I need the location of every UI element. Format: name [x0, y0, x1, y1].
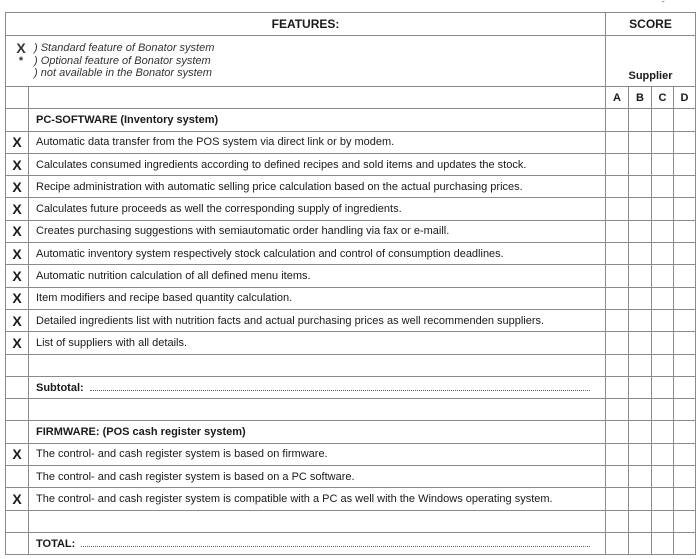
score-cell-c[interactable] — [652, 510, 674, 532]
score-cell-c[interactable] — [652, 198, 674, 220]
standard-mark — [6, 376, 29, 398]
score-cell-b[interactable] — [629, 421, 652, 443]
score-cell-d[interactable] — [674, 510, 696, 532]
standard-mark — [6, 354, 29, 376]
standard-mark — [6, 109, 29, 131]
standard-mark: X — [6, 153, 29, 175]
score-cell-d[interactable] — [674, 376, 696, 398]
standard-mark: X — [6, 488, 29, 510]
feature-text: TOTAL: — [29, 532, 606, 554]
standard-mark — [6, 510, 29, 532]
score-cell-c[interactable] — [652, 466, 674, 488]
score-cell-a[interactable] — [606, 243, 629, 265]
score-cell-b[interactable] — [629, 332, 652, 354]
score-cell-a[interactable] — [606, 309, 629, 331]
score-cell-a[interactable] — [606, 510, 629, 532]
feature-row — [6, 220, 696, 242]
supplier-b: B — [629, 87, 652, 109]
score-cell-b[interactable] — [629, 532, 652, 554]
section-row — [6, 109, 696, 131]
score-cell-b[interactable] — [629, 399, 652, 421]
score-cell-c[interactable] — [652, 532, 674, 554]
score-cell-b[interactable] — [629, 131, 652, 153]
score-cell-d[interactable] — [674, 131, 696, 153]
score-cell-a[interactable] — [606, 198, 629, 220]
score-cell-c[interactable] — [652, 153, 674, 175]
score-cell-d[interactable] — [674, 265, 696, 287]
feature-row — [6, 287, 696, 309]
features-heading: FEATURES: — [6, 13, 606, 36]
feature-row — [6, 153, 696, 175]
standard-mark: X — [6, 176, 29, 198]
score-cell-d[interactable] — [674, 399, 696, 421]
supplier-heading: Supplier — [606, 36, 696, 87]
score-cell-c[interactable] — [652, 287, 674, 309]
feature-text: List of suppliers with all details. — [29, 332, 606, 354]
feature-row — [6, 243, 696, 265]
standard-mark: X — [6, 198, 29, 220]
x-mark-icon: X — [16, 40, 26, 57]
score-cell-c[interactable] — [652, 265, 674, 287]
score-cell-d[interactable] — [674, 488, 696, 510]
feature-row — [6, 131, 696, 153]
score-cell-c[interactable] — [652, 376, 674, 398]
score-cell-a[interactable] — [606, 532, 629, 554]
asterisk-icon: * — [18, 54, 24, 67]
feature-text: Calculates future proceeds as well the corresponding supply of ingredients. — [29, 198, 606, 220]
supplier-a: A — [606, 87, 629, 109]
feature-row — [6, 198, 696, 220]
empty-row — [6, 399, 696, 421]
score-cell-b[interactable] — [629, 287, 652, 309]
score-cell-b[interactable] — [629, 176, 652, 198]
feature-text: Recipe administration with automatic selling price calculation based on the actual purchasing prices. — [29, 176, 606, 198]
score-cell-d[interactable] — [674, 198, 696, 220]
score-cell-b[interactable] — [629, 443, 652, 465]
score-cell-b[interactable] — [629, 153, 652, 175]
score-cell-a[interactable] — [606, 488, 629, 510]
standard-mark: X — [6, 243, 29, 265]
score-cell-d[interactable] — [674, 287, 696, 309]
score-cell-b[interactable] — [629, 488, 652, 510]
feature-row — [6, 466, 696, 488]
score-cell-b[interactable] — [629, 265, 652, 287]
standard-mark: X — [6, 287, 29, 309]
score-cell-d[interactable] — [674, 443, 696, 465]
standard-mark: X — [6, 332, 29, 354]
score-cell-d[interactable] — [674, 220, 696, 242]
feature-row — [6, 265, 696, 287]
feature-row — [6, 176, 696, 198]
score-cell-b[interactable] — [629, 309, 652, 331]
score-cell-a[interactable] — [606, 131, 629, 153]
score-cell-b[interactable] — [629, 510, 652, 532]
score-cell-c[interactable] — [652, 332, 674, 354]
score-cell-b[interactable] — [629, 220, 652, 242]
score-cell-d[interactable] — [674, 176, 696, 198]
legend-row — [6, 36, 696, 87]
score-cell-d[interactable] — [674, 153, 696, 175]
score-cell-a[interactable] — [606, 287, 629, 309]
score-heading: SCORE — [606, 13, 696, 36]
feature-text — [29, 510, 606, 532]
score-cell-d[interactable] — [674, 532, 696, 554]
feature-text: PC-SOFTWARE (Inventory system) — [29, 109, 606, 131]
score-cell-b[interactable] — [629, 354, 652, 376]
feature-text: Creates purchasing suggestions with semiautomatic order handling via fax or e-maill. — [29, 220, 606, 242]
empty-row — [6, 510, 696, 532]
feature-text: Automatic nutrition calculation of all defined menu items. — [29, 265, 606, 287]
features-score-table — [5, 12, 696, 555]
score-cell-d[interactable] — [674, 243, 696, 265]
total-row — [6, 376, 696, 398]
score-cell-a[interactable] — [606, 109, 629, 131]
feature-text: Calculates consumed ingredients according to defined recipes and sold items and updates the stock. — [29, 153, 606, 175]
score-cell-b[interactable] — [629, 109, 652, 131]
score-cell-a[interactable] — [606, 443, 629, 465]
score-cell-a[interactable] — [606, 466, 629, 488]
feature-text — [29, 399, 606, 421]
score-cell-b[interactable] — [629, 243, 652, 265]
header-row — [6, 13, 696, 36]
score-cell-d[interactable] — [674, 109, 696, 131]
score-cell-a[interactable] — [606, 376, 629, 398]
score-cell-d[interactable] — [674, 421, 696, 443]
standard-mark — [6, 466, 29, 488]
score-cell-b[interactable] — [629, 198, 652, 220]
legend-standard: X ) Standard feature of Bonator system — [14, 42, 605, 55]
supplier-c: C — [652, 87, 674, 109]
feature-text: Detailed ingredients list with nutrition facts and actual purchasing prices as well recommenden suppliers. — [29, 309, 606, 331]
score-cell-c[interactable] — [652, 443, 674, 465]
feature-text: The control- and cash register system is based on a PC software. — [29, 466, 606, 488]
standard-mark: X — [6, 220, 29, 242]
standard-mark: X — [6, 309, 29, 331]
feature-text — [29, 354, 606, 376]
score-cell-a[interactable] — [606, 220, 629, 242]
score-cell-a[interactable] — [606, 354, 629, 376]
standard-mark — [6, 421, 29, 443]
score-cell-c[interactable] — [652, 243, 674, 265]
score-cell-a[interactable] — [606, 399, 629, 421]
section-row — [6, 421, 696, 443]
feature-text: The control- and cash register system is based on firmware. — [29, 443, 606, 465]
legend-optional: * ) Optional feature of Bonator system — [14, 55, 605, 68]
feature-text: The control- and cash register system is compatible with a PC as well with the Windows operating system. — [29, 488, 606, 510]
feature-row — [6, 309, 696, 331]
standard-mark: X — [6, 131, 29, 153]
supplier-letters-row — [6, 87, 696, 109]
score-cell-c[interactable] — [652, 421, 674, 443]
score-cell-d[interactable] — [674, 332, 696, 354]
score-cell-a[interactable] — [606, 265, 629, 287]
feature-text: Subtotal: — [29, 376, 606, 398]
empty-row — [6, 354, 696, 376]
total-row — [6, 532, 696, 554]
dotted-leader — [81, 545, 590, 547]
score-cell-c[interactable] — [652, 309, 674, 331]
feature-row — [6, 332, 696, 354]
standard-mark — [6, 399, 29, 421]
dotted-leader — [90, 389, 590, 391]
legend-not-available: ) not available in the Bonator system — [34, 67, 212, 80]
score-cell-c[interactable] — [652, 220, 674, 242]
feature-row — [6, 488, 696, 510]
feature-text: Automatic data transfer from the POS system via direct link or by modem. — [29, 131, 606, 153]
score-cell-b[interactable] — [629, 466, 652, 488]
score-cell-a[interactable] — [606, 176, 629, 198]
supplier-d: D — [674, 87, 696, 109]
score-cell-c[interactable] — [652, 354, 674, 376]
score-cell-c[interactable] — [652, 176, 674, 198]
standard-mark: X — [6, 265, 29, 287]
score-cell-a[interactable] — [606, 332, 629, 354]
score-cell-c[interactable] — [652, 131, 674, 153]
standard-mark: X — [6, 443, 29, 465]
standard-mark — [6, 532, 29, 554]
score-cell-b[interactable] — [629, 376, 652, 398]
score-cell-c[interactable] — [652, 109, 674, 131]
feature-row — [6, 443, 696, 465]
feature-text: Automatic inventory system respectively stock calculation and control of consumption deadlines. — [29, 243, 606, 265]
score-cell-c[interactable] — [652, 399, 674, 421]
score-cell-d[interactable] — [674, 309, 696, 331]
score-cell-c[interactable] — [652, 488, 674, 510]
score-cell-d[interactable] — [674, 354, 696, 376]
feature-text: FIRMWARE: (POS cash register system) — [29, 421, 606, 443]
score-cell-d[interactable] — [674, 466, 696, 488]
score-cell-a[interactable] — [606, 421, 629, 443]
legend — [6, 36, 606, 87]
page-corner-mark: ˘ — [662, 0, 665, 9]
feature-text: Item modifiers and recipe based quantity calculation. — [29, 287, 606, 309]
score-cell-a[interactable] — [606, 153, 629, 175]
